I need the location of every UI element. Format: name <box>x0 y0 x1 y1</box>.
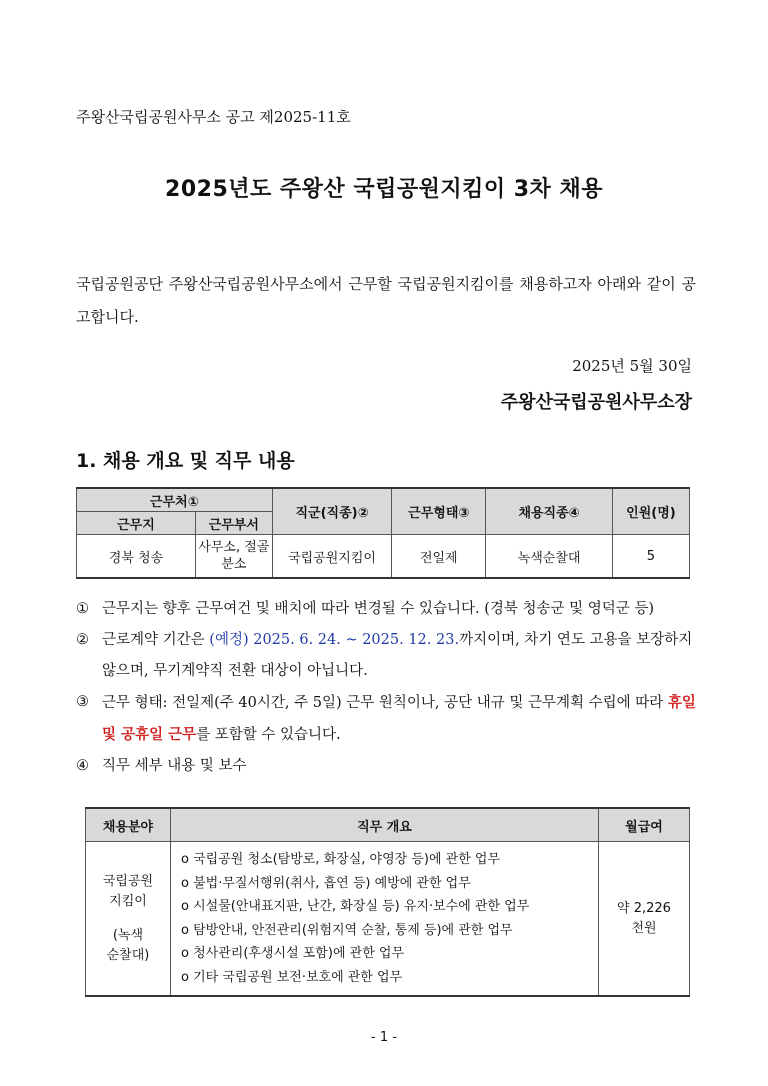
notice-date: 2025년 5월 30일 <box>572 357 692 375</box>
field-line-4: 순찰대) <box>106 947 150 963</box>
header-worktype: 근무형태③ <box>392 488 486 535</box>
cell-jobtype: 녹색순찰대 <box>486 535 613 579</box>
note-2-text-pre: 근로계약 기간은 <box>102 632 210 648</box>
pay-amount: 약 2,226 <box>617 900 671 916</box>
duty-item: o 탐방안내, 안전관리(위험지역 순찰, 통제 등)에 관한 업무 <box>181 922 513 938</box>
note-1-text: 근무지는 향후 근무여건 및 배치에 따라 변경될 수 있습니다. (경북 청송군 및 영덕군 등) <box>102 601 655 617</box>
header-location: 근무지 <box>77 512 196 535</box>
notes-list <box>76 594 696 782</box>
cell-worktype: 전일제 <box>392 535 486 579</box>
cell-headcount: 5 <box>612 535 689 579</box>
cell-position: 국립공원지킴이 <box>272 535 392 579</box>
header-workplace: 근무처① <box>77 488 273 512</box>
contract-period: (예정) 2025. 6. 24. ~ 2025. 12. 23. <box>209 632 460 648</box>
page-title: 2025년도 주왕산 국립공원지킴이 3차 채용 <box>165 177 603 202</box>
note-3-text-post: 를 포함할 수 있습니다. <box>196 727 341 743</box>
field-line-2: 지킴이 <box>109 893 147 909</box>
duty-item: o 청사관리(후생시설 포함)에 관한 업무 <box>181 946 404 961</box>
notice-number: 주왕산국립공원사무소 공고 제2025-11호 <box>76 108 351 126</box>
note-2-text-post: 까지이며, 차기 연도 고용을 보장하지 않으며, 무기계약직 전환 대상이 아닙니다. <box>102 632 693 679</box>
duty-item: o 불법·무질서행위(취사, 흡연 등) 예방에 관한 업무 <box>181 875 471 891</box>
cell-duties <box>171 842 599 997</box>
note-2-number: ② <box>76 632 89 648</box>
header-position: 직군(직종)② <box>272 488 392 535</box>
cell-pay <box>599 842 690 997</box>
duty-item: o 기타 국립공원 보전·보호에 관한 업무 <box>181 969 403 985</box>
header-duties: 직무 개요 <box>171 808 599 842</box>
note-4-text: 직무 세부 내용 및 보수 <box>102 758 247 774</box>
cell-dept: 사무소, 절골분소 <box>195 535 272 579</box>
note-2 <box>76 625 696 687</box>
note-3-number: ③ <box>76 694 89 710</box>
note-1-number: ① <box>76 601 89 617</box>
header-field: 채용분야 <box>86 808 171 842</box>
note-1 <box>76 594 696 625</box>
intro-paragraph: 국립공원공단 주왕산국립공원사무소에서 근무할 국립공원지킴이를 채용하고자 아래와 같이 공고합니다. <box>76 275 696 326</box>
section-heading: 1. 채용 개요 및 직무 내용 <box>76 450 295 472</box>
duties-table <box>85 807 690 997</box>
header-dept: 근무부서 <box>195 512 272 535</box>
overview-table <box>76 487 690 579</box>
field-line-1: 국립공원 <box>102 873 154 889</box>
cell-location: 경북 청송 <box>77 535 196 579</box>
holiday-work-highlight: 휴일 및 공휴일 근무 <box>102 694 696 743</box>
note-3-text-pre: 근무 형태: 전일제(주 40시간, 주 5일) 근무 원칙이나, 공단 내규 및 근무계획 수립에 따라 <box>102 695 668 711</box>
field-line-3: (녹색 <box>112 927 144 943</box>
note-4-number: ④ <box>76 758 89 774</box>
issuing-office: 주왕산국립공원사무소장 <box>500 392 692 413</box>
page-number: - 1 - <box>371 1030 397 1045</box>
cell-field <box>86 842 171 997</box>
note-4 <box>76 751 696 782</box>
header-pay: 월급여 <box>599 808 690 842</box>
pay-unit: 천원 <box>631 920 657 936</box>
duty-item: o 국립공원 청소(탐방로, 화장실, 야영장 등)에 관한 업무 <box>181 852 501 867</box>
header-headcount: 인원(명) <box>612 488 689 535</box>
note-3 <box>76 687 696 751</box>
header-jobtype: 채용직종④ <box>486 488 613 535</box>
duty-item: o 시설물(안내표지판, 난간, 화장실 등) 유지·보수에 관한 업무 <box>181 899 530 914</box>
